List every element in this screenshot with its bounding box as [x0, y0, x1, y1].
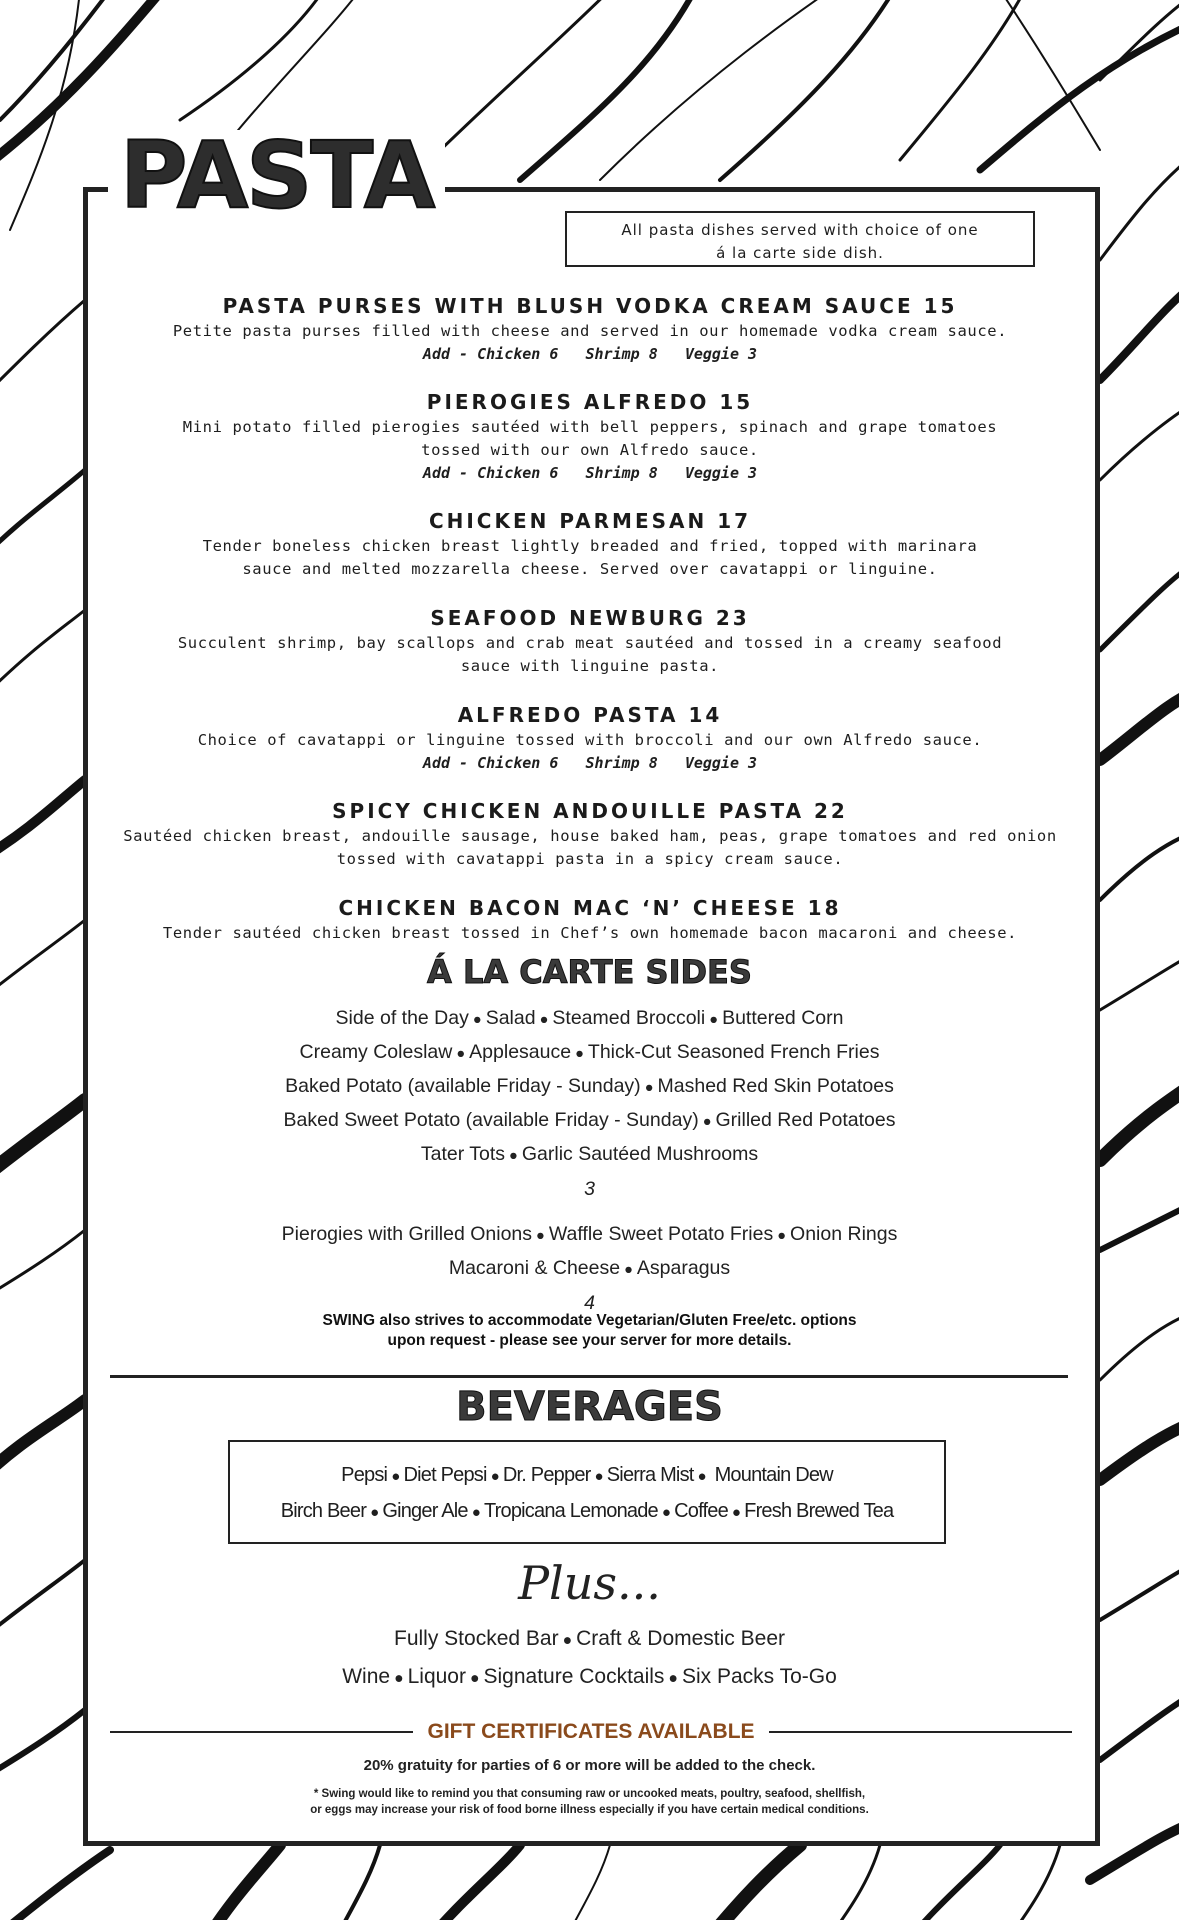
beverages-box	[228, 1440, 946, 1544]
bullet-separator: ●	[536, 1228, 545, 1244]
gift-rule-left	[110, 1731, 413, 1733]
dish-name: SPICY CHICKEN ANDOUILLE PASTA 22	[332, 799, 848, 823]
sides-list	[0, 1002, 1179, 1320]
list-item: Mashed Red Skin Potatoes	[657, 1075, 894, 1097]
gift-certificates-text: GIFT CERTIFICATES AVAILABLE	[427, 1720, 755, 1743]
list-item: Pepsi	[341, 1464, 388, 1486]
dish-pierogies-alfredo	[90, 388, 1090, 484]
bullet-separator: ●	[471, 1504, 480, 1521]
list-item: Buttered Corn	[722, 1007, 844, 1029]
sides-title: Á LA CARTE SIDES	[427, 953, 752, 991]
dish-chicken-parmesan	[90, 507, 1090, 581]
bullet-separator: ●	[490, 1468, 499, 1485]
pasta-side-note-line: All pasta dishes served with choice of one	[621, 221, 979, 239]
dish-name: ALFREDO PASTA 14	[457, 703, 723, 727]
bullet-separator: ●	[472, 1012, 482, 1028]
list-item: Salad	[485, 1007, 536, 1029]
sides-line	[0, 1138, 1179, 1172]
bullet-separator: ●	[509, 1148, 518, 1164]
bullet-separator: ●	[709, 1012, 719, 1028]
list-item: Steamed Broccoli	[552, 1007, 706, 1029]
beverages-line	[230, 1458, 944, 1494]
gratuity-note: 20% gratuity for parties of 6 or more will be added to the check.	[363, 1757, 816, 1774]
sides-price: 4	[584, 1292, 595, 1314]
bullet-separator: ●	[456, 1046, 466, 1062]
dish-description: Choice of cavatappi or linguine tossed with broccoli and our own Alfredo sauce.	[197, 731, 983, 749]
dish-description: Petite pasta purses filled with cheese and served in our homemade vodka cream sauce.	[172, 322, 1008, 340]
bullet-separator: ●	[644, 1080, 654, 1096]
list-item: Garlic Sautéed Mushrooms	[521, 1143, 759, 1165]
bullet-separator: ●	[539, 1012, 549, 1028]
list-item: Baked Potato (available Friday - Sunday)	[285, 1075, 641, 1097]
list-item: Wine	[342, 1665, 391, 1688]
list-item: Craft & Domestic Beer	[576, 1627, 785, 1650]
list-item: Side of the Day	[335, 1007, 469, 1029]
bullet-separator: ●	[394, 1670, 404, 1687]
pasta-side-note	[565, 211, 1035, 267]
bullet-separator: ●	[777, 1228, 787, 1244]
dish-name: CHICKEN BACON MAC ‘N’ CHEESE 18	[338, 896, 842, 920]
list-item: Tater Tots	[420, 1143, 506, 1165]
dish-name: PIEROGIES ALFREDO 15	[426, 390, 754, 414]
dish-addons: Add - Chicken 6 Shrimp 8 Veggie 3	[422, 464, 758, 482]
bullet-separator: ●	[624, 1262, 633, 1278]
disclaimer-line: or eggs may increase your risk of food borne illness especially if you have certain medical conditions.	[310, 1804, 869, 1816]
sides-line	[0, 1036, 1179, 1070]
dish-spicy-chicken-andouille	[90, 797, 1090, 871]
dish-description: Tender boneless chicken breast lightly breaded and fried, topped with marinara sauce and melted mozzarella cheese. Served over cavatappi or linguine.	[202, 537, 978, 578]
sides-line	[0, 1070, 1179, 1104]
food-safety-disclaimer	[0, 1786, 1179, 1818]
pasta-title: PASTA	[108, 130, 445, 222]
bullet-separator: ●	[469, 1670, 480, 1687]
list-item: Onion Rings	[790, 1223, 898, 1245]
sides-price: 3	[584, 1178, 595, 1200]
list-item: Liquor	[407, 1665, 466, 1688]
list-item: Six Packs To-Go	[681, 1665, 837, 1688]
dish-description: Sautéed chicken breast, andouille sausage, house baked ham, peas, grape tomatoes and red onion tossed with cavatappi pasta in a spicy cream sauce.	[123, 827, 1057, 868]
dish-pasta-purses	[90, 292, 1090, 365]
sides-line	[0, 1002, 1179, 1036]
dietary-note	[0, 1311, 1179, 1351]
dietary-note-line: SWING also strives to accommodate Vegetarian/Gluten Free/etc. options	[322, 1312, 857, 1329]
plus-list	[0, 1621, 1179, 1697]
list-item: Birch Beer	[280, 1500, 367, 1522]
dietary-note-line: upon request - please see your server for more details.	[387, 1332, 792, 1349]
plus-line	[0, 1621, 1179, 1659]
dish-name: SEAFOOD NEWBURG 23	[430, 606, 750, 630]
list-item: Tropicana Lemonade	[483, 1500, 658, 1522]
section-divider	[110, 1375, 1068, 1378]
dish-alfredo-pasta	[90, 701, 1090, 774]
plus-line	[0, 1659, 1179, 1697]
list-item: Signature Cocktails	[483, 1665, 665, 1688]
list-item: Pierogies with Grilled Onions	[281, 1223, 533, 1245]
list-item: Creamy Coleslaw	[299, 1041, 453, 1063]
list-item: Sierra Mist	[606, 1464, 694, 1486]
bullet-separator: ●	[661, 1504, 671, 1521]
pasta-side-note-line: á la carte side dish.	[716, 244, 884, 262]
bullet-separator: ●	[668, 1670, 678, 1687]
bullet-separator: ●	[575, 1046, 584, 1062]
dish-addons: Add - Chicken 6 Shrimp 8 Veggie 3	[422, 754, 758, 772]
gift-rule-right	[769, 1731, 1072, 1733]
pasta-dish-list	[90, 292, 1090, 968]
list-item: Macaroni & Cheese	[448, 1257, 621, 1279]
bullet-separator: ●	[562, 1632, 573, 1649]
dish-seafood-newburg	[90, 604, 1090, 678]
list-item: Baked Sweet Potato (available Friday - Sunday)	[283, 1109, 699, 1131]
gift-certificates-banner	[110, 1717, 1072, 1747]
list-item: Dr. Pepper	[502, 1464, 591, 1486]
bullet-separator: ●	[731, 1504, 741, 1521]
bullet-separator: ●	[391, 1468, 400, 1485]
disclaimer-line: * Swing would like to remind you that consuming raw or uncooked meats, poultry, seafood, shellfish,	[313, 1788, 866, 1800]
dish-description: Tender sautéed chicken breast tossed in Chef’s own homemade bacon macaroni and cheese.	[162, 924, 1018, 942]
list-item: Ginger Ale	[382, 1500, 468, 1522]
bullet-separator: ●	[697, 1468, 706, 1485]
beverages-line	[230, 1494, 944, 1530]
sides-line	[0, 1104, 1179, 1138]
bullet-separator: ●	[702, 1114, 712, 1130]
dish-name: PASTA PURSES WITH BLUSH VODKA CREAM SAUCE 15	[222, 294, 958, 318]
dish-chicken-bacon-mac	[90, 894, 1090, 945]
list-item: Diet Pepsi	[403, 1464, 487, 1486]
list-item: Fresh Brewed Tea	[744, 1500, 894, 1522]
sides-line	[0, 1218, 1179, 1252]
list-item: Mountain Dew	[709, 1464, 833, 1486]
list-item: Fully Stocked Bar	[394, 1627, 559, 1650]
plus-heading: Plus...	[518, 1556, 661, 1610]
dish-addons: Add - Chicken 6 Shrimp 8 Veggie 3	[422, 345, 758, 363]
list-item: Waffle Sweet Potato Fries	[548, 1223, 774, 1245]
list-item: Grilled Red Potatoes	[715, 1109, 896, 1131]
bullet-separator: ●	[370, 1504, 379, 1521]
dish-description: Mini potato filled pierogies sautéed with bell peppers, spinach and grape tomatoes tossed with our own Alfredo sauce.	[182, 418, 998, 459]
list-item: Coffee	[674, 1500, 728, 1522]
dish-description: Succulent shrimp, bay scallops and crab meat sautéed and tossed in a creamy seafood sauce with linguine pasta.	[177, 634, 1003, 675]
list-item: Thick-Cut Seasoned French Fries	[587, 1041, 880, 1063]
dish-name: CHICKEN PARMESAN 17	[428, 509, 752, 533]
sides-line	[0, 1252, 1179, 1286]
list-item: Applesauce	[469, 1041, 572, 1063]
list-item: Asparagus	[636, 1257, 731, 1279]
beverages-title: BEVERAGES	[456, 1384, 723, 1430]
bullet-separator: ●	[594, 1468, 603, 1485]
